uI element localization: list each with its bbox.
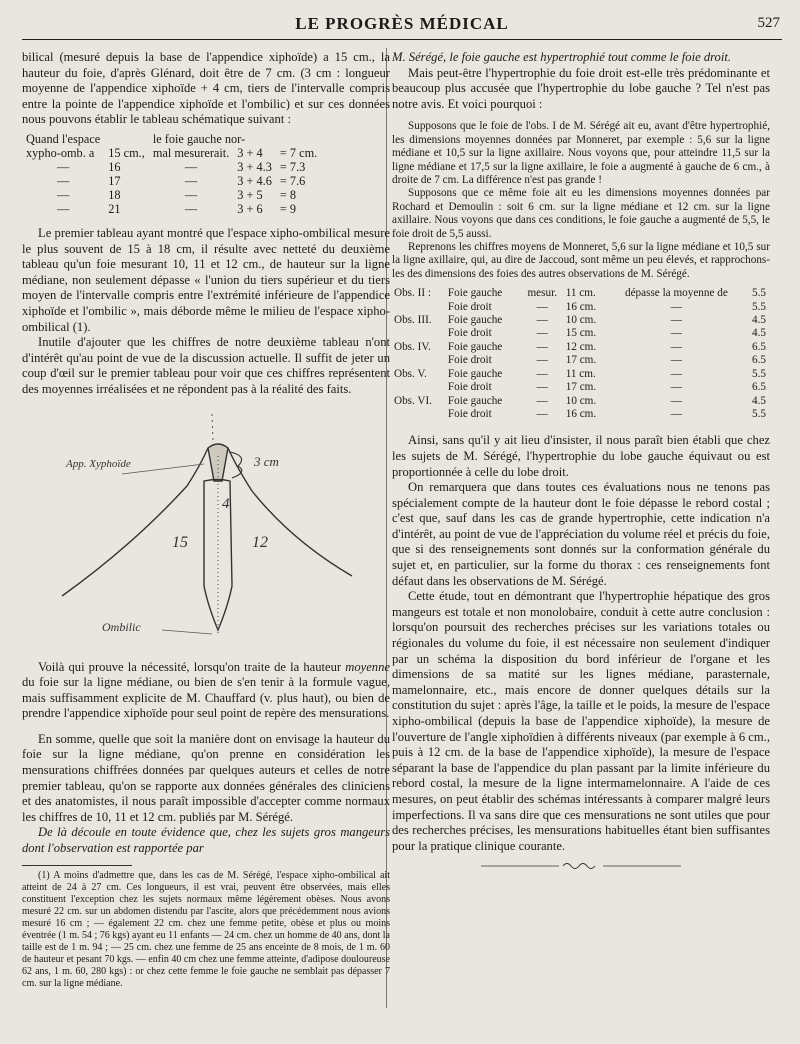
table-cell: Obs. III. <box>394 314 432 327</box>
table-cell: Foie gauche <box>447 340 503 353</box>
table-cell: 16 <box>108 159 121 174</box>
table-cell: 3 + 5 <box>237 187 263 202</box>
table-cell: — <box>56 159 70 174</box>
table-cell: — <box>536 300 548 313</box>
table-cell: — <box>670 354 682 367</box>
table-cell <box>392 408 446 421</box>
table-cell: 21 <box>108 201 121 216</box>
table-cell: 17 <box>108 173 121 188</box>
table-cell <box>392 327 446 340</box>
table-cell: Foie droit <box>447 381 492 394</box>
table-cell: 4.5 <box>752 314 766 327</box>
table-cell: 5.5 <box>752 367 766 380</box>
table-row <box>392 368 768 381</box>
table-cell: — <box>536 314 548 327</box>
paragraph: Supposons que le foie de l'obs. I de M. Sérégé ait eu, avant d'être hypertrophié, les dimensions moyennes données par Monneret, par exemple : 5,6 sur la ligne médiane et 10,5 sur la ligne axillaire. Nous voyons que, pour atteindre 11,5 sur la ligne médiane et 17,5 sur la ligne axillaire, le foie a augmenté à gauche de 6 cm., à droite de 7 cm. La différence n'est pas grande ! <box>392 120 770 186</box>
table-cell: 16 cm. <box>565 300 597 313</box>
text-run: du foie sur la ligne médiane, ou bien de s'en tenir à la formule vague, mais suffisamment explicite de M. Chauffard (v. plus haut), ou bien de prendre l'appendice xiphoïde pour seul point de repère des mensurations. <box>22 675 390 721</box>
table-row <box>22 146 321 160</box>
table-row <box>392 354 768 367</box>
table-row <box>392 341 768 354</box>
table-cell: = 8 <box>279 187 297 202</box>
paragraph: Supposons que ce même foie ait eu les dimensions moyennes données par Rochard et Demoulin : soit 6 cm. sur la ligne médiane et 12 cm. sur la ligne axillaire. Nous voyons que dans ces conditions, le foie gauche a augmenté de 5,5, le foie droit de 5,5 aussi. <box>392 187 770 240</box>
table-row <box>392 408 768 421</box>
table-cell: — <box>184 173 198 188</box>
table-cell: Foie gauche <box>447 367 503 380</box>
text-run: Voilà qui prouve la nécessité, lorsqu'on traite de la hauteur <box>38 659 346 674</box>
table-cell <box>392 354 446 367</box>
table-cell: = 9 <box>279 201 297 216</box>
footnote-rule <box>22 865 132 866</box>
table-cell: Foie droit <box>447 300 492 313</box>
table-cell: Obs. IV. <box>394 340 431 353</box>
paragraph <box>22 660 390 722</box>
table-cell: — <box>536 367 548 380</box>
table-cell: — <box>184 187 198 202</box>
table-row <box>392 327 768 340</box>
table-cell: le foie gauche nor- <box>152 131 246 146</box>
table-cell: Foie gauche <box>447 287 503 300</box>
schematic-table <box>22 132 321 216</box>
table-cell: mesur. <box>527 287 557 300</box>
table-cell: — <box>670 300 682 313</box>
table-cell: — <box>56 173 70 188</box>
table-cell: mal mesurerait. <box>152 145 230 160</box>
text-run-italic: moyenne <box>345 659 390 674</box>
paragraph: Mais peut-être l'hypertrophie du foie droit est-elle très prédominante et beaucoup plus accusée que l'hypertrophie du lobe gauche ? Tel n'est pas notre avis. Et voici pourquoi : <box>392 65 770 111</box>
table-cell: 3 + 4 <box>237 145 263 160</box>
table-cell: 12 cm. <box>565 340 597 353</box>
table-cell: 16 cm. <box>565 407 597 420</box>
table-cell: 4.5 <box>752 394 766 407</box>
table-cell: — <box>56 187 70 202</box>
table-cell: Foie droit <box>447 407 492 420</box>
table-cell: — <box>670 381 682 394</box>
paragraph: Reprenons les chiffres moyens de Monneret, 5,6 sur la ligne médiane et 10,5 sur la ligne axillaire, qui, au dire de Jaccoud, sont même un peu élevés, et rapprochons-les des dimensions des foies des autres observations de M. Sérégé. <box>392 241 770 280</box>
paragraph: Ainsi, sans qu'il y ait lieu d'insister, il nous paraît bien établi que chez les sujets de M. Sérégé, l'hypertrophie du lobe gauche équivaut ou est proportionnée à celle du lobe droit. <box>392 433 770 479</box>
table-cell: Obs. VI. <box>394 394 433 407</box>
footnote: (1) A moins d'admettre que, dans les cas de M. Sérégé, l'espace xipho-ombilical ait atteint de 24 à 27 cm. Ces longueurs, il est vrai, peuvent être observées, mais elles constituent l'exception chez les sujets normaux même légèrement obèses. Nous avons mesuré 22 cm. sur un abdomen distendu par l'ascite, alors que précédemment nous avions mesuré 16 cm ; — également 22 cm. chez une femme petite, obèse et plus ou moins éventrée (1 m. 54 ; 76 kgs) ayant eu 11 enfants — 24 cm. chez un homme de 40 ans, dont la taille est de 1 m. 94 ; — 25 cm. chez une femme de 25 ans enceinte de 8 mois, de 1 m. 60 de hauteur et pesant 70 kgs. — enfin 40 cm chez une femme atteinte, d'adipose douloureuse 62 ans, 1 m. 60, 280 kgs) : or chez cette femme le foie gauche ne semblait pas dépasser 7 cm. sur la ligne médiane. <box>22 869 390 989</box>
paragraph: Le premier tableau ayant montré que l'espace xipho-ombilical mesure le plus souvent de 15 à 18 cm, il résulte avec netteté du deuxième tableau qu'un foie mesurant 10, 11 et 12 cm., de hauteur sur la ligne médiane, non seulement dépasse « l'union du tiers supérieur et du tiers moyen de l'intervalle compris entre l'extrémité inférieure de l'appendice xiphoïde et l'ombilic », mais déborde même le milieu de l'espace xipho-ombilical (1). <box>22 225 390 334</box>
table-row <box>392 287 768 300</box>
table-cell: — <box>536 327 548 340</box>
liver-sketch <box>22 406 390 654</box>
label-15: 15 <box>172 533 188 551</box>
paragraph: bilical (mesuré depuis la base de l'appendice xiphoïde) a 15 cm., la hauteur du foie, d'après Glénard, doit être de 7 cm. (3 cm : longueur moyenne de l'appendice xiphoïde + 4 cm, tiers de l'intervalle compris entre la pointe de l'appendice xiphoïde et l'ombilic) et sur ces données nous pouvons établir le tableau schématique suivant : <box>22 50 390 127</box>
table-cell: 6.5 <box>752 354 766 367</box>
table-cell: — <box>184 201 198 216</box>
paragraph: Inutile d'ajouter que les chiffres de notre deuxième tableau n'ont d'intérêt qu'au point de vue de la discussion actuelle. Il suffit de jeter un coup d'œil sur le premier tableau pour voir que ces chiffres représentent des moyennes irréalisées et ne répondent pas à la réalité des faits. <box>22 335 390 396</box>
table-cell: Foie droit <box>447 354 492 367</box>
end-ornament <box>392 860 770 877</box>
table-cell: 5.5 <box>752 287 766 300</box>
label-12: 12 <box>252 533 268 551</box>
table-cell: 4.5 <box>752 327 766 340</box>
table-cell: — <box>56 201 70 216</box>
table-cell: — <box>670 367 682 380</box>
table-cell: 10 cm. <box>565 314 597 327</box>
table-row <box>392 395 768 408</box>
table-cell: 6.5 <box>752 340 766 353</box>
table-cell: — <box>536 354 548 367</box>
table-cell: 3 + 6 <box>237 201 263 216</box>
table-cell: Foie gauche <box>447 314 503 327</box>
table-cell: dépasse la moyenne de <box>624 287 728 300</box>
table-cell: = 7.6 <box>279 173 306 188</box>
table-cell: — <box>670 340 682 353</box>
table-cell: — <box>184 159 198 174</box>
table-cell: 17 cm. <box>565 381 597 394</box>
table-cell: 5.5 <box>752 407 766 420</box>
table-cell: Quand l'espace <box>26 131 101 146</box>
table-cell: — <box>670 394 682 407</box>
paragraph: De là découle en toute évidence que, chez les sujets gros mangeurs dont l'observation est rapportée par <box>22 825 390 856</box>
table-cell: = 7.3 <box>279 159 306 174</box>
table-cell: 15 cm. <box>565 327 597 340</box>
table-row <box>392 301 768 314</box>
table-row <box>392 314 768 327</box>
table-cell: 3 + 4.3 <box>237 159 272 174</box>
label-ombilic: Ombilic <box>102 619 141 634</box>
right-column <box>392 50 770 877</box>
table-cell: 10 cm. <box>565 394 597 407</box>
table-cell: — <box>536 340 548 353</box>
table-cell: Obs. V. <box>394 367 427 380</box>
label-4: 4 <box>222 495 230 512</box>
page-number: 527 <box>757 15 780 31</box>
table-row <box>392 381 768 394</box>
table-row <box>22 202 321 216</box>
table-cell: — <box>670 327 682 340</box>
observations-table <box>392 287 768 421</box>
table-cell: 11 cm. <box>565 287 596 300</box>
page-header <box>22 14 782 40</box>
label-3cm: 3 cm <box>254 453 279 469</box>
table-cell: xypho-omb. a <box>26 145 95 160</box>
journal-title: LE PROGRÈS MÉDICAL <box>295 14 509 33</box>
table-row <box>22 132 321 146</box>
liver-sketch-figure <box>22 406 390 654</box>
table-cell: 5.5 <box>752 300 766 313</box>
table-cell: 15 cm., <box>108 145 145 160</box>
label-appendix: App. Xyphoïde <box>66 457 131 470</box>
header-rule <box>22 39 782 40</box>
table-row <box>22 188 321 202</box>
ornament-rule <box>481 860 681 872</box>
table-cell <box>392 381 446 394</box>
table-cell: — <box>536 407 548 420</box>
table-cell: = 7 cm. <box>279 145 318 160</box>
paragraph: En somme, quelle que soit la manière dont on envisage la hauteur du foie sur la ligne médiane, qu'on prenne en considération les mensurations chiffrées données par quelques auteurs et celles de notre premier tableau, qu'on se rapporte aux données générales des cliniciens et des anatomistes, il nous paraît impossible d'accepter comme normaux les chiffres de 10, 11 et 12 cm. publiés par M. Sérégé. <box>22 731 390 824</box>
table-cell: 6.5 <box>752 381 766 394</box>
table-cell: — <box>670 314 682 327</box>
table-cell: — <box>670 407 682 420</box>
table-cell: — <box>536 394 548 407</box>
table-cell <box>392 301 446 314</box>
table-cell: Foie droit <box>447 327 492 340</box>
table-cell: 3 + 4.6 <box>237 173 272 188</box>
table-cell: Obs. II : <box>394 287 431 300</box>
paragraph: Cette étude, tout en démontrant que l'hypertrophie hépatique des gros mangeurs est totale et non monolobaire, conduit à cette autre conclusion : lorsqu'on poursuit des recherches précises sur les variations totales ou régionales du volume du foie, il est nécessaire non seulement d'indiquer par un schéma la disposition du bord inférieur de l'organe et les dimensions de sa matité sur les lignes médiane, parasternale, mamelonnaire, etc., mais encore de donner quelques détails sur la constitution du sujet : après l'âge, la taille et le poids, la mesure de l'espace xipho-ombilical (depuis la base de l'appendice xiphoïde), la mesure de l'ouverture de l'angle xiphoïdien à différents niveaux (par exemple à 6 cm., puis à 12 cm. de la base de l'appendice xiphoïde), la mesure de l'espace séparant la base de l'appendice du plan passant par la limite inférieure du rebord costal, la mesure de la ligne intermamelonnaire. A l'aide de ces mesures, on peut établir des schémas intéressants à comparer malgré leurs imperfections. Il va sans dire que ces mensurations ne sont utiles que pour des recherches précises, les mensurations habituelles étant bien suffisantes pour la pratique clinique courante. <box>392 589 770 853</box>
table-cell: — <box>536 381 548 394</box>
paragraph: M. Sérégé, le foie gauche est hypertrophié tout comme le foie droit. <box>392 50 732 64</box>
table-row <box>22 174 321 188</box>
table-cell: 18 <box>108 187 121 202</box>
table-cell: 11 cm. <box>565 367 596 380</box>
paragraph: On remarquera que dans toutes ces évaluations nous ne tenons pas spécialement compte de la hauteur dont le foie dépasse le rebord costal ; c'est que, sauf dans les cas de grande hypertrophie, cette indication n'a d'intérêt, au point de vue de l'appréciation du volume réel et précis du foie, que si des renseignements sont donnés sur la conformation générale du sujet et, en particulier, sur la forme du thorax : ces renseignements font défaut dans les observations de M. Sérégé. <box>392 480 770 588</box>
table-cell: Foie gauche <box>447 394 503 407</box>
table-row <box>22 160 321 174</box>
left-column <box>22 50 390 990</box>
table-cell: 17 cm. <box>565 354 597 367</box>
